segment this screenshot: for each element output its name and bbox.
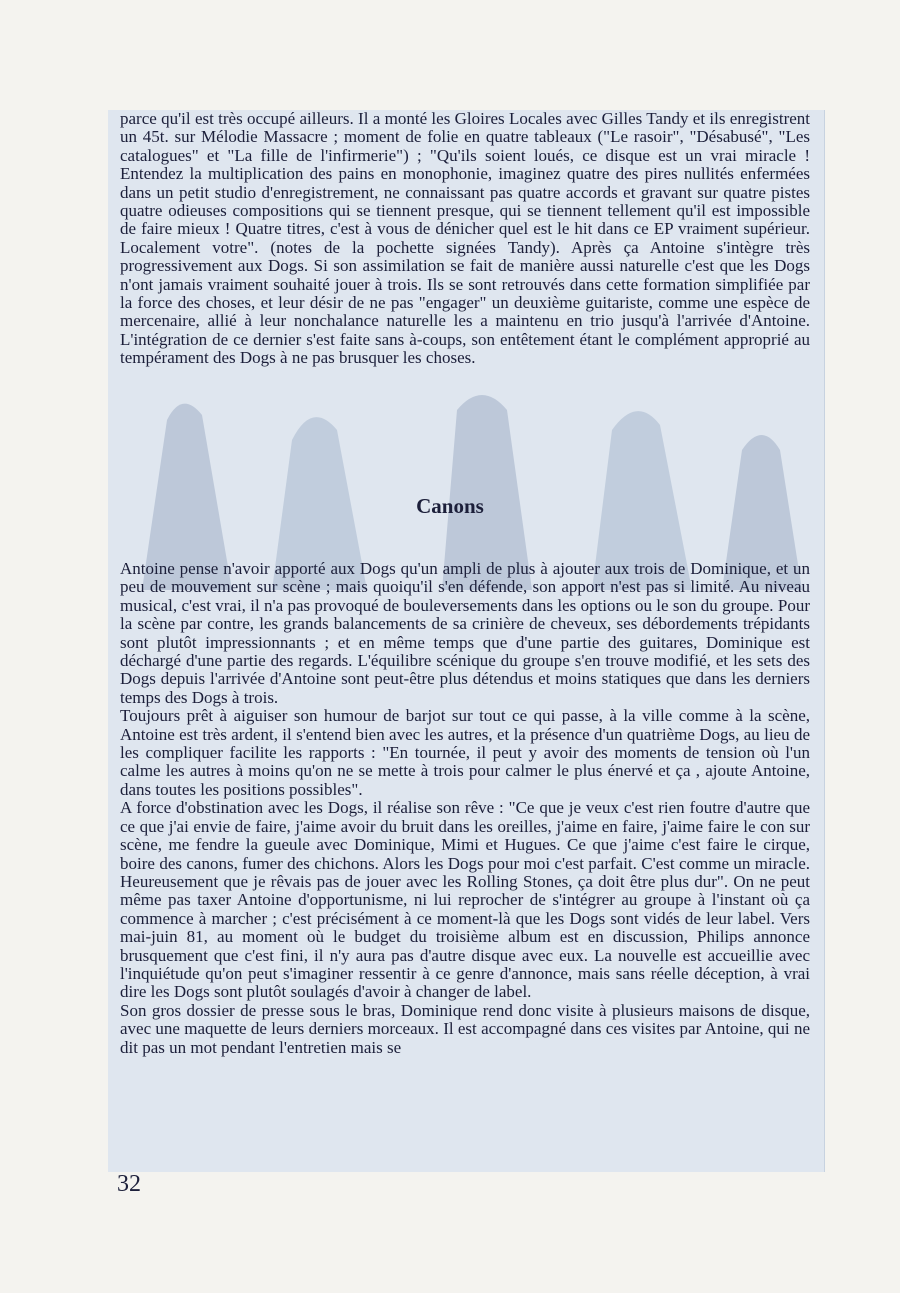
body-text [120,560,810,1057]
section-heading: Canons [416,494,484,518]
paragraph: Son gros dossier de presse sous le bras, Dominique rend donc visite à plusieurs maisons de disque, avec une maquette de leurs derniers morceaux. Il est accompagné dans ces visites par Antoine, qui ne dit pas un mot pendant l'entretien mais se [120,1000,810,1057]
paragraph: Toujours prêt à aiguiser son humour de barjot sur tout ce qui passe, à la ville comme à la scène, Antoine est très ardent, il s'entend bien avec les autres, et la présence d'un quatrième Dogs, au lieu de les compliquer facilite les rapports : "En tournée, il peut y avoir des moments de tension où l'un calme les autres à moins qu'on ne se mette à trois pour calmer le plus énervé et ça , ajoute Antoine, dans toutes les positions possibles". [120,706,810,799]
paragraph: Antoine pense n'avoir apporté aux Dogs qu'un ampli de plus à ajouter aux trois de Dominique, et un peu de mouvement sur scène ; mais quoiqu'il s'en défende, son apport n'est pas si limité. Au niveau musical, c'est vrai, il n'a pas provoqué de bouleversements dans les options ou le son du groupe. Pour la scène par contre, les grands balancements de sa crinière de cheveux, ses débordements trépidants sont plutôt impressionnants ; et en même temps que d'une partie des guitares, Dominique est déchargé d'une partie des regards. L'équilibre scénique du groupe s'en trouve modifié, et les sets des Dogs depuis l'arrivée d'Antoine sont peut-être plus détendus et moins statiques que dans les derniers temps des Dogs à trois. [120,559,810,707]
page-number: 32 [117,1171,141,1197]
paragraph: parce qu'il est très occupé ailleurs. Il a monté les Gloires Locales avec Gilles Tandy et ils enregistrent un 45t. sur Mélodie Massacre ; moment de folie en quatre tableaux ("Le rasoir", "Désabusé", "Les catalogues" et "La fille de l'infirmerie") ; "Qu'ils soient loués, ce disque est un vrai miracle ! Entendez la multiplication des pains en monophonie, imaginez quatre des pires nullités enfermées dans un petit studio d'enregistrement, ne connaissant pas quatre accords et gravant sur quatre pistes quatre odieuses compositions qui se tiennent presque, qui se tiennent tellement qu'il est impossible de faire mieux ! Quatre titres, c'est à vous de dénicher quel est le hit dans ce EP vraiment supérieur. Localement votre". (notes de la pochette signées Tandy). Après ça Antoine s'intègre très progressivement aux Dogs. Si son assimilation se fait de manière aussi naturelle c'est que les Dogs n'ont jamais vraiment souhaité jouer à trois. Ils se sont retrouvés dans cette formation simplifiée par la force des choses, et leur désir de ne pas "engager" un deuxième guitariste, comme une espèce de mercenaire, allié à leur nonchalance naturelle les a maintenu en trio jusqu'à l'arrivée d'Antoine. L'intégration de ce dernier s'est faite sans à-coups, son entêtement étant le complément approprié au tempérament des Dogs à ne pas brusquer les choses. [120,109,810,368]
top-paragraph [120,110,810,368]
paragraph: A force d'obstination avec les Dogs, il réalise son rêve : "Ce que je veux c'est rien foutre d'autre que ce que j'ai envie de faire, j'aime avoir du bruit dans les oreilles, j'aime en faire, j'aime faire le con sur scène, me fendre la gueule avec Dominique, Mimi et Hugues. Ce que j'aime c'est faire le cirque, boire des canons, fumer des chichons. Alors les Dogs pour moi c'est parfait. C'est comme un miracle. Heureusement que je rêvais pas de jouer avec les Rolling Stones, ça doit être plus dur". On ne peut même pas taxer Antoine d'opportunisme, ni lui reprocher de s'intégrer au groupe à l'instant où ça commence à marcher ; c'est précisément à ce moment-là que les Dogs sont vidés de leur label. Vers mai-juin 81, au moment où le budget du troisième album est en discussion, Philips annonce brusquement que c'est fini, il n'y aura pas d'autre disque avec eux. La nouvelle est accueillie avec l'inquiétude qu'on peut s'imaginer ressentir à ce genre d'annonce, mais sans réelle déception, à vrai dire les Dogs sont plutôt soulagés d'avoir à changer de label. [120,798,810,1002]
